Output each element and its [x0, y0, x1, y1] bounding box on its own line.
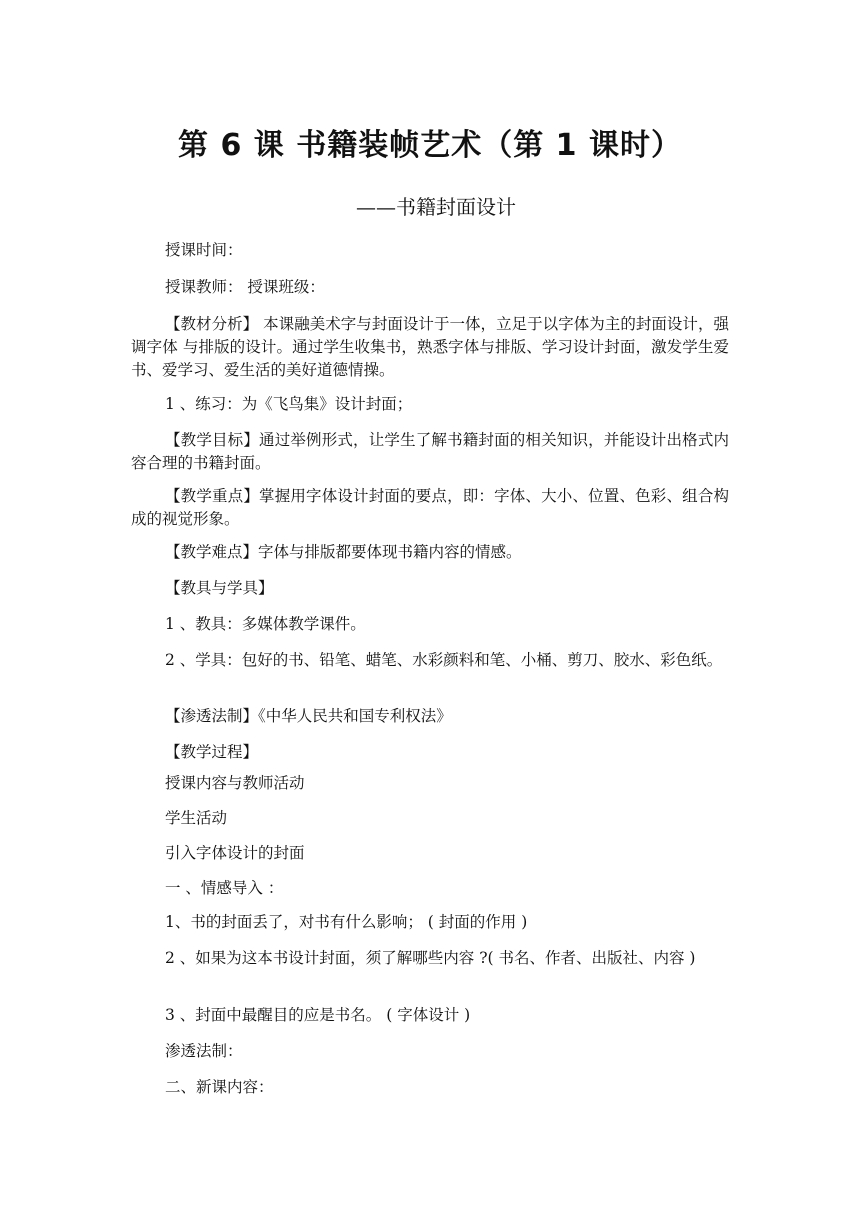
document-title: 第 6 课 书籍装帧艺术（第 1 课时）	[178, 128, 682, 163]
paragraph-question-3: 3 、封面中最醒目的应是书名。 ( 字体设计 )	[165, 1006, 471, 1024]
paragraph-process-heading: 【教学过程】	[165, 743, 259, 761]
paragraph-teacher-activity: 授课内容与教师活动	[165, 774, 305, 792]
paragraph-exercise: 1 、练习：为《飞鸟集》设计封面；	[165, 395, 413, 413]
paragraph-law-penetration: 渗透法制：	[165, 1042, 243, 1060]
paragraph-new-content: 二、新课内容：	[165, 1078, 274, 1096]
paragraph-teacher-tools: 1 、教具：多媒体教学课件。	[165, 615, 366, 633]
paragraph-tools-heading: 【教具与学具】	[165, 579, 274, 597]
paragraph-question-1: 1、书的封面丢了，对书有什么影响； ( 封面的作用 )	[165, 913, 528, 931]
paragraph-emotion-intro: 一 、情感导入 ：	[165, 879, 284, 897]
paragraph-class-time: 授课时间：	[165, 241, 243, 259]
document-subtitle: ——书籍封面设计	[356, 195, 516, 219]
paragraph-student-activity: 学生活动	[165, 809, 228, 827]
paragraph-teaching-focus: 【教学重点】掌握用字体设计封面的要点，即：字体、大小、位置、色彩、组合构成的视觉形象。	[131, 487, 729, 528]
paragraph-teaching-difficulty: 【教学难点】字体与排版都要体现书籍内容的情感。	[165, 543, 522, 561]
paragraph-student-tools: 2 、学具：包好的书、铅笔、蜡笔、水彩颜料和笔、小桶、剪刀、胶水、彩色纸。	[165, 651, 723, 669]
paragraph-teacher-class: 授课教师： 授课班级：	[165, 278, 325, 296]
paragraph-law: 【渗透法制】《中华人民共和国专利权法》	[165, 707, 452, 725]
paragraph-material-analysis: 【教材分析】 本课融美术字与封面设计于一体，立足于以字体为主的封面设计，强调字体 与排版的设计。通过学生收集书，熟悉字体与排版、学习设计封面，激发学生爱书、爱学习、爱生活的美好道德情操。	[131, 315, 729, 379]
paragraph-intro-cover: 引入字体设计的封面	[165, 844, 305, 862]
paragraph-question-2: 2 、如果为这本书设计封面，须了解哪些内容 ?( 书名、作者、出版社、内容 )	[165, 949, 696, 967]
paragraph-teaching-goal: 【教学目标】通过举例形式，让学生了解书籍封面的相关知识，并能设计出格式内容合理的书籍封面。	[131, 431, 729, 472]
